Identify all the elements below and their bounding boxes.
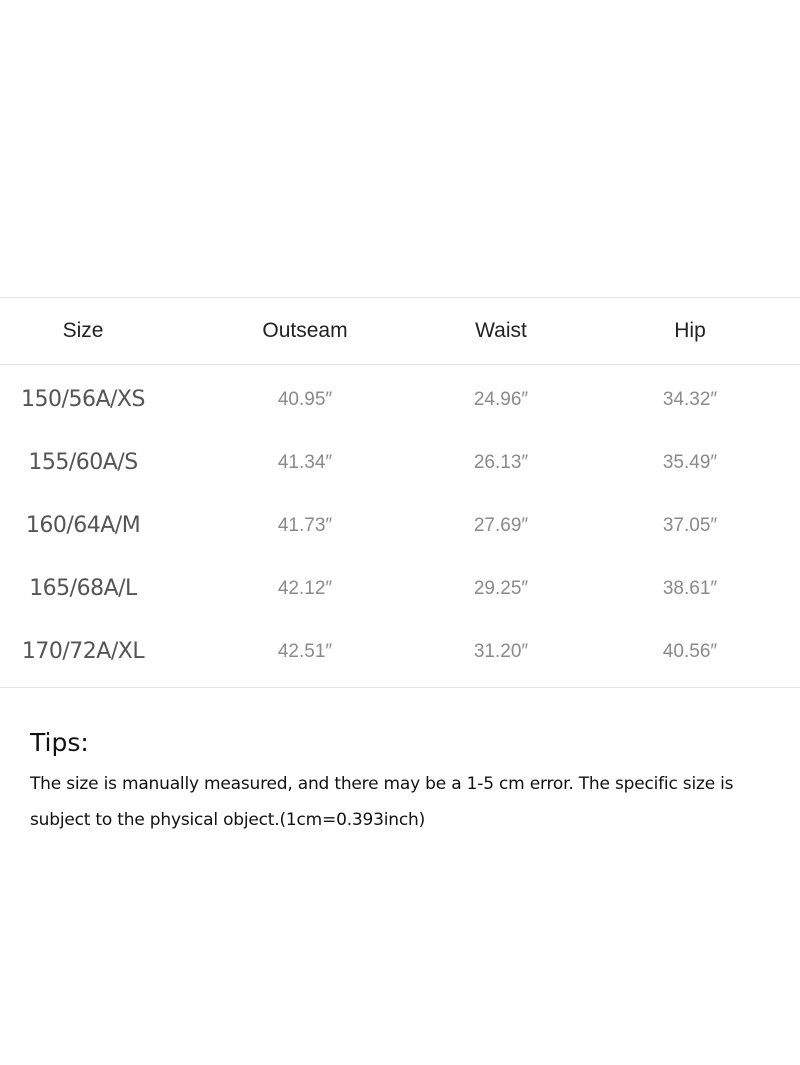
- table-body: [0, 365, 800, 687]
- table-row: [0, 620, 800, 683]
- header-waist: Waist: [475, 319, 527, 342]
- size-cell: 160/64A/M: [25, 513, 141, 538]
- hip-cell: 40.56″: [662, 640, 718, 662]
- outseam-cell: 42.12″: [277, 577, 333, 599]
- table-bottom-divider: [0, 687, 800, 688]
- waist-cell: 26.13″: [473, 451, 529, 473]
- size-chart-table: [0, 297, 800, 688]
- size-cell: 155/60A/S: [28, 450, 138, 475]
- waist-cell: 31.20″: [473, 640, 529, 662]
- tips-section: [30, 726, 770, 838]
- table-row: [0, 494, 800, 557]
- hip-cell: 35.49″: [662, 451, 718, 473]
- header-size: Size: [62, 319, 104, 342]
- outseam-cell: 40.95″: [277, 388, 333, 410]
- table-row: [0, 368, 800, 431]
- size-cell: 150/56A/XS: [21, 387, 145, 412]
- size-cell: 165/68A/L: [29, 576, 137, 601]
- outseam-cell: 41.34″: [277, 451, 333, 473]
- waist-cell: 24.96″: [473, 388, 529, 410]
- hip-cell: 34.32″: [662, 388, 718, 410]
- hip-cell: 38.61″: [662, 577, 718, 599]
- hip-cell: 37.05″: [662, 514, 718, 536]
- outseam-cell: 41.73″: [277, 514, 333, 536]
- waist-cell: 29.25″: [473, 577, 529, 599]
- header-outseam: Outseam: [262, 319, 348, 342]
- table-row: [0, 431, 800, 494]
- outseam-cell: 42.51″: [277, 640, 333, 662]
- header-hip: Hip: [674, 319, 706, 342]
- waist-cell: 27.69″: [473, 514, 529, 536]
- tips-title: Tips:: [30, 728, 89, 757]
- size-cell: 170/72A/XL: [21, 639, 145, 664]
- tips-text: The size is manually measured, and there may be a 1-5 cm error. The specific size is subject to the physical object.(1cm=0.393inch): [30, 774, 734, 830]
- table-row: [0, 557, 800, 620]
- table-header-row: [0, 298, 800, 364]
